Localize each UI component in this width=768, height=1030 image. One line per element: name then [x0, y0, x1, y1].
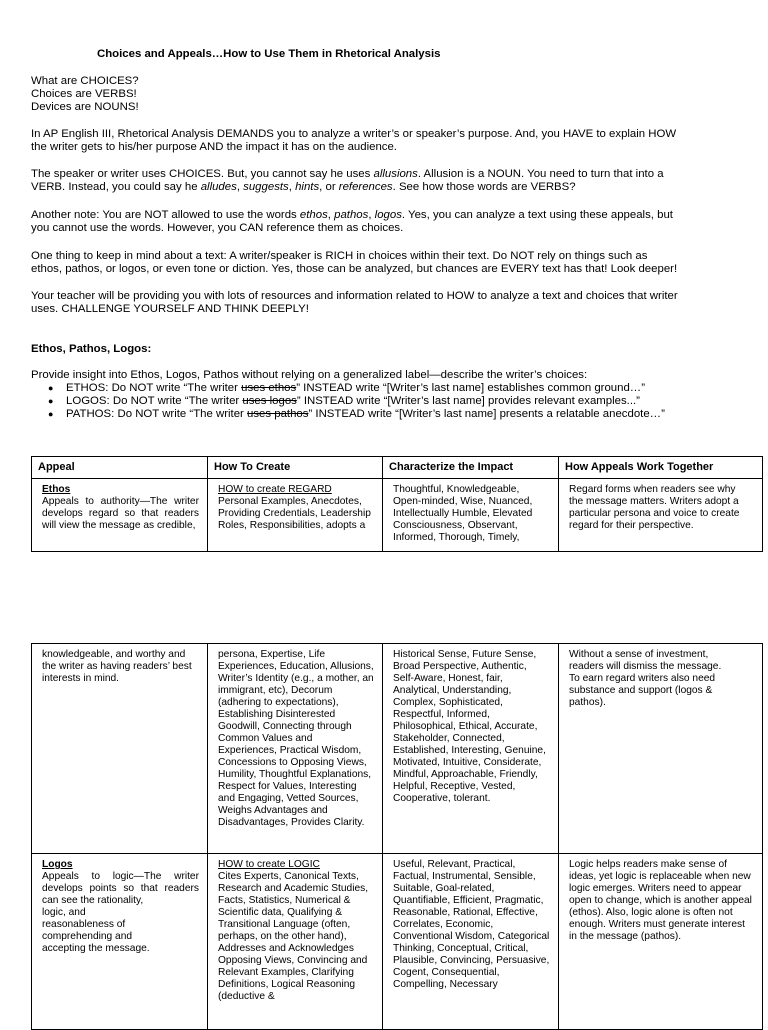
paragraph-line: One thing to keep in mind about a text: A writer/speaker is RICH in choices within their text. Do NOT rely on things such as	[31, 250, 648, 262]
paragraph-rich-choices	[31, 250, 711, 276]
page-title: Choices and Appeals…How to Use Them in Rhetorical Analysis	[97, 48, 441, 60]
intro-line: What are CHOICES?	[31, 75, 139, 87]
appeal-title-logos: Logos	[42, 859, 73, 870]
paragraph-line: In AP English III, Rhetorical Analysis DEMANDS you to analyze a writer’s or speaker’s purpose. And, you HAVE to explain HOW	[31, 128, 677, 140]
intro-line: Devices are NOUNS!	[31, 101, 139, 113]
appeal-title-ethos: Ethos	[42, 484, 71, 495]
header-appeals-together: How Appeals Work Together	[559, 457, 763, 479]
appeal-text: Appeals to authority—The writer develops regard so that readers will view the message as credible,	[42, 496, 199, 531]
paragraph-ap-english	[31, 128, 711, 154]
together-text: Regard forms when readers see why the message matters. Writers adopt a particular persona and voice to create regard for their perspective.	[569, 484, 740, 531]
section-heading: Ethos, Pathos, Logos:	[31, 343, 152, 355]
paragraph-line: uses. CHALLENGE YOURSELF AND THINK DEEPLY!	[31, 303, 309, 315]
bullet-list	[31, 382, 731, 421]
impact-text: Useful, Relevant, Practical, Factual, Instrumental, Sensible, Suitable, Goal-related, Quantifiable, Efficient, Pragmatic, Reasonable, Rational, Effective, Correlates, Economic, Conventional Wisdom, Categorical Thinking, Conceptual, Critical, Plausible, Convincing, Persuasive, Cogent, Consequential, Compelling, Necessary	[393, 859, 550, 990]
table-row	[32, 479, 763, 552]
header-appeal: Appeal	[32, 457, 208, 479]
header-how-to-create: How To Create	[208, 457, 383, 479]
provide-line: Provide insight into Ethos, Logos, Pathos without relying on a generalized label—describe the writer’s choices:	[31, 369, 588, 381]
paragraph-line: ethos, pathos, or logos, or even tone or diction. Yes, those can be analyzed, but chances are EVERY text has that! Look deeper!	[31, 263, 678, 275]
bullet-item-logos: ● LOGOS: Do NOT write “The writer uses logos” INSTEAD write “[Writer’s last name] provides relevant examples...”	[31, 395, 731, 408]
appeals-table-part-2	[31, 643, 763, 1030]
appeal-text: knowledgeable, and worthy and the writer as having readers’ best interests in mind.	[42, 649, 192, 684]
paragraph-teacher	[31, 290, 711, 316]
paragraph-line: the writer gets to his/her purpose AND the impact it has on the audience.	[31, 141, 397, 153]
together-text: Without a sense of investment, readers will dismiss the message. To earn regard writers also need substance and support (logos & pathos).	[569, 649, 722, 708]
paragraph-line: you cannot use the words. However, you CAN reference them as choices.	[31, 222, 404, 234]
bullet-item-ethos: ● ETHOS: Do NOT write “The writer uses ethos” INSTEAD write “[Writer’s last name] establishes common ground…”	[31, 382, 731, 395]
create-title-logic: HOW to create LOGIC	[218, 859, 320, 870]
create-text: Cites Experts, Canonical Texts, Research and Academic Studies, Facts, Statistics, Numerical & Scientific data, Qualifying & Transitional Language (often, perhaps, on the other hand), Addresses and Acknowledges Opposing Views, Convincing and Relevant Examples, Clarifying Definitions, Logical Reasoning (deductive &	[218, 871, 369, 1002]
table-row	[32, 644, 763, 854]
intro-block	[31, 75, 711, 114]
paragraph-line: Your teacher will be providing you with lots of resources and information related to HOW to analyze a text and choices that writer	[31, 290, 678, 302]
paragraph-line: The speaker or writer uses CHOICES. But, you cannot say he uses allusions. Allusion is a NOUN. You need to turn that into a	[31, 168, 664, 180]
create-text: persona, Expertise, Life Experiences, Education, Allusions, Writer’s Identity (e.g., a mother, an immigrant, etc), Decorum (adhering to expectations), Establishing Disinterested Goodwill, Connecting through Common Values and Experiences, Practical Wisdom, Concessions to Opposing Views, Humility, Thoughtful Explanations, Respect for Values, Interesting and Engaging, Vetted Sources, Weighs Advantages and Disadvantages, Provides Clarity.	[218, 649, 374, 828]
appeal-text: Appeals to logic—The writer develops points so that readers can see the rationality,	[42, 871, 199, 906]
paragraph-line: VERB. Instead, you could say he alludes, suggests, hints, or references. See how those words are VERBS?	[31, 181, 576, 193]
intro-line: Choices are VERBS!	[31, 88, 137, 100]
appeal-text: logic, and reasonableness of comprehending and accepting the message.	[42, 907, 150, 954]
table-header-row	[32, 457, 763, 479]
together-text: Logic helps readers make sense of ideas, yet logic is replaceable when new logic emerges. Writers need to appear open to change, which is another appeal (ethos). Also, logic alone is often not enough. Writers must generate interest in the message (pathos).	[569, 859, 752, 942]
impact-text: Historical Sense, Future Sense, Broad Perspective, Authentic, Self-Aware, Honest, fair, Analytical, Understanding, Complex, Sophisticated, Respectful, Informed, Philosophical, Ethical, Accurate, Stakeholder, Connected, Established, Interesting, Genuine, Motivated, Intuitive, Considerate, Mindful, Approachable, Friendly, Helpful, Receptive, Vested, Cooperative, tolerant.	[393, 649, 546, 804]
paragraph-line: Another note: You are NOT allowed to use the words ethos, pathos, logos. Yes, you can analyze a text using these appeals, but	[31, 209, 673, 221]
table-row	[32, 854, 763, 1030]
header-characterize-impact: Characterize the Impact	[383, 457, 559, 479]
impact-text: Thoughtful, Knowledgeable, Open-minded, Wise, Nuanced, Intellectually Humble, Elevated Consciousness, Observant, Informed, Thorough, Timely,	[393, 484, 533, 543]
paragraph-another-note	[31, 209, 711, 235]
paragraph-choices	[31, 168, 711, 194]
create-text: Personal Examples, Anecdotes, Providing Credentials, Leadership Roles, Responsibilities, adopts a	[218, 496, 371, 531]
bullet-item-pathos: ● PATHOS: Do NOT write “The writer uses pathos” INSTEAD write “[Writer’s last name] presents a relatable anecdote…”	[31, 408, 731, 421]
appeals-table-part-1	[31, 456, 763, 552]
create-title-regard: HOW to create REGARD	[218, 484, 332, 495]
